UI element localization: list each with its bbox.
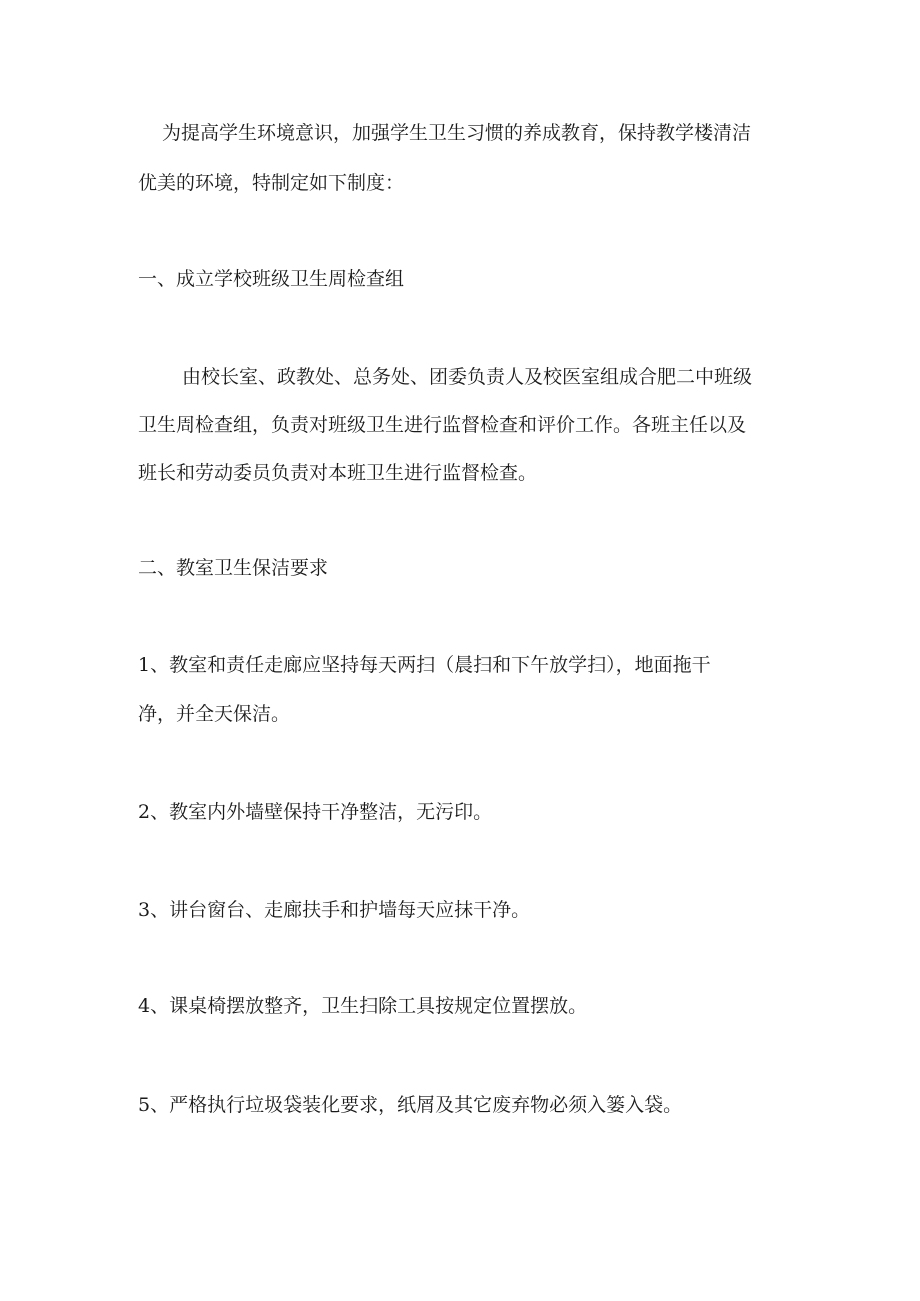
section-1-paragraph-line-2: 卫生周检查组，负责对班级卫生进行监督检查和评价工作。各班主任以及: [138, 414, 747, 436]
intro-line-2: 优美的环境，特制定如下制度：: [138, 172, 405, 194]
section-1-paragraph-line-1: 由校长室、政教处、总务处、团委负责人及校医室组成合肥二中班级: [182, 366, 753, 388]
section-1-heading: 一、成立学校班级卫生周检查组: [138, 268, 405, 290]
list-item-4: 4、课桌椅摆放整齐，卫生扫除工具按规定位置摆放。: [138, 995, 588, 1017]
list-item-3: 3、讲台窗台、走廊扶手和护墙每天应抹干净。: [138, 899, 531, 921]
list-item-2: 2、教室内外墙壁保持干净整洁，无污印。: [138, 801, 493, 823]
section-1-paragraph-line-3: 班长和劳动委员负责对本班卫生进行监督检查。: [138, 462, 538, 484]
intro-line-1: 为提高学生环境意识，加强学生卫生习惯的养成教育，保持教学楼清洁: [162, 122, 752, 144]
list-item-1-line-1: 1、教室和责任走廊应坚持每天两扫（晨扫和下午放学扫），地面拖干: [138, 654, 711, 676]
list-item-1-line-2: 净，并全天保洁。: [138, 703, 291, 725]
list-item-5: 5、严格执行垃圾袋装化要求，纸屑及其它废弃物必须入篓入袋。: [138, 1094, 683, 1116]
section-2-heading: 二、教室卫生保洁要求: [138, 557, 329, 579]
